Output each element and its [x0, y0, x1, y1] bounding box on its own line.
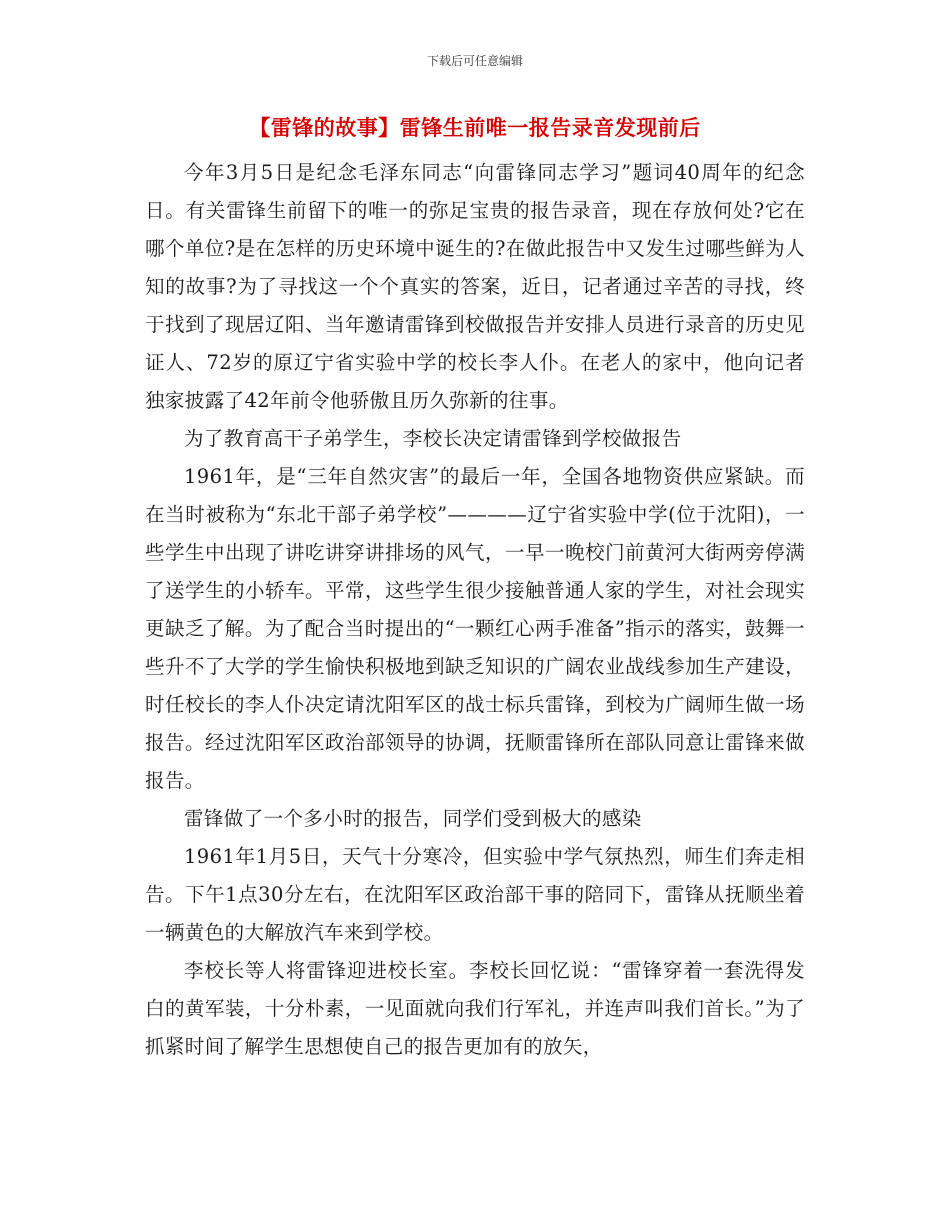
header-note: 下载后可任意编辑: [426, 54, 523, 68]
document-title: 【雷锋的故事】雷锋生前唯一报告录音发现前后: [249, 115, 701, 140]
section-heading: 为了教育高干子弟学生，李校长决定请雷锋到学校做报告: [184, 427, 682, 450]
paragraph: 李校长等人将雷锋迎进校长室。李校长回忆说：“雷锋穿着一套洗得发白的黄军装，十分朴素，一见面就向我们行军礼，并连声叫我们首长。”为了抓紧时间了解学生思想使自己的报告更加有的放矢，: [145, 959, 805, 1058]
paragraph: 1961年1月5日，天气十分寒冷，但实验中学气氛热烈，师生们奔走相告。下午1点30分左右，在沈阳军区政治部干事的陪同下，雷锋从抚顺坐着一辆黄色的大解放汽车来到学校。: [145, 845, 805, 944]
paragraph: 1961年，是“三年自然灾害”的最后一年，全国各地物资供应紧缺。而在当时被称为“东北干部子弟学校”————辽宁省实验中学(位于沈阳)，一些学生中出现了讲吃讲穿讲排场的风气，一早一晚校门前黄河大街两旁停满了送学生的小轿车。平常，这些学生很少接触普通人家的学生，对社会现实更缺乏了解。为了配合当时提出的“一颗红心两手准备”指示的落实，鼓舞一些升不了大学的学生愉快积极地到缺乏知识的广阔农业战线参加生产建设，时任校长的李人仆决定请沈阳军区的战士标兵雷锋，到校为广阔师生做一场报告。经过沈阳军区政治部领导的协调，抚顺雷锋所在部队同意让雷锋来做报告。: [145, 465, 805, 792]
section-heading: 雷锋做了一个多小时的报告，同学们受到极大的感染: [184, 807, 642, 830]
paragraph: 今年3月5日是纪念毛泽东同志“向雷锋同志学习”题词40周年的纪念日。有关雷锋生前留下的唯一的弥足宝贵的报告录音，现在存放何处?它在哪个单位?是在怎样的历史环境中诞生的?在做此报告中又发生过哪些鲜为人知的故事?为了寻找这一个个真实的答案，近日，记者通过辛苦的寻找，终于找到了现居辽阳、当年邀请雷锋到校做报告并安排人员进行录音的历史见证人、72岁的原辽宁省实验中学的校长李人仆。在老人的家中，他向记者独家披露了42年前令他骄傲且历久弥新的往事。: [145, 161, 805, 412]
document-body: [145, 154, 805, 1066]
